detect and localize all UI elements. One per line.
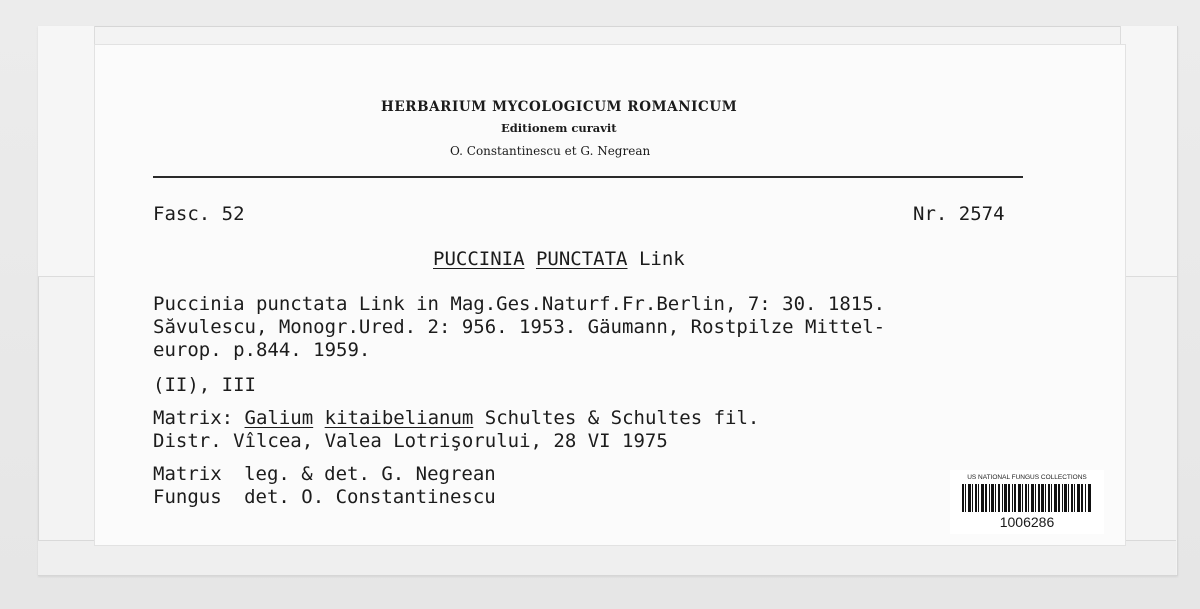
envelope-flap-right [1120,26,1177,277]
barcode-number: 1006286 [999,514,1055,530]
host-epithet: kitaibelianum [324,407,474,429]
envelope-flap-left [38,26,95,277]
host-genus: Galium [244,407,314,429]
distr-label: Distr. [153,430,222,452]
matrix-line [153,407,759,429]
reference-line-3: europ. p.844. 1959. [153,339,371,361]
reference-line-2: Săvulescu, Monogr.Ured. 2: 956. 1953. Gäumann, Rostpilze Mittel- [153,316,886,338]
exsiccata-number: Nr. 2574 [913,203,1005,225]
barcode-label [950,470,1104,534]
fungus-value: det. O. Constantinescu [244,486,496,508]
distribution-line [153,430,668,452]
barcode-icon [962,484,1092,512]
fungus-line [153,486,496,508]
collector-value: leg. & det. G. Negrean [244,463,496,485]
species-genus: PUCCINIA [433,248,525,270]
spore-stages: (II), III [153,374,256,396]
species-name [433,248,685,270]
fascicle-number: Fasc. 52 [153,203,245,225]
matrix-label: Matrix: [153,407,234,429]
reference-line-1: Puccinia punctata Link in Mag.Ges.Naturf.Fr.Berlin, 7: 30. 1815. [153,293,886,315]
editors-names: O. Constantinescu et G. Negrean [450,144,651,158]
host-authors: Schultes & Schultes fil. [484,407,760,429]
species-epithet: PUNCTATA [535,248,628,270]
header-divider [153,176,1023,178]
editor-caption: Editionem curavit [501,121,617,135]
collector-line [153,463,496,485]
barcode-title: US NATIONAL FUNGUS COLLECTIONS [967,474,1087,481]
herbarium-title: HERBARIUM MYCOLOGICUM ROMANICUM [381,99,738,115]
species-author: Link [638,248,685,270]
collector-label: Matrix [153,463,222,485]
fungus-label: Fungus [153,486,222,508]
distr-value: Vîlcea, Valea Lotrişorului, 28 VI 1975 [233,430,668,452]
